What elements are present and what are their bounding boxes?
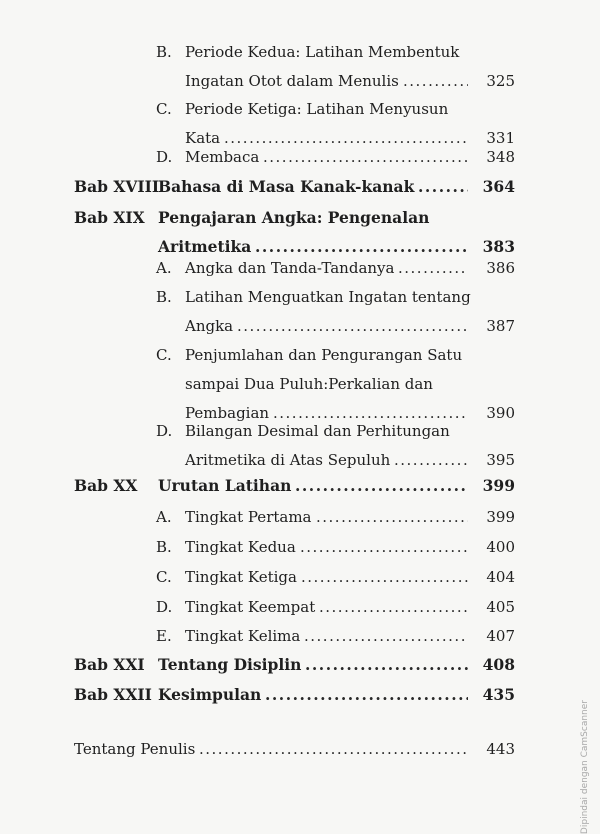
entry-title: Pengajaran Angka: Pengenalan [158,208,430,227]
entry-title: Tingkat Kedua [185,538,296,556]
section-label: D. [156,598,173,616]
page-number: 400 [486,538,515,556]
section-entry [0,533,600,562]
section-label: C. [156,100,172,118]
page-number: 325 [486,72,515,90]
entry-line [0,283,600,312]
entry-line [0,95,600,124]
page-number: 383 [482,237,515,256]
dot-leader [301,563,468,592]
dot-leader [319,593,468,622]
entry-line [0,254,600,283]
entry-line [0,143,600,172]
dot-leader [398,254,468,283]
page-number: 390 [486,404,515,422]
page-number: 399 [486,508,515,526]
section-entry [0,143,600,172]
chapter-label: Bab XXII [74,685,152,704]
section-label: D. [156,422,173,440]
entry-title: Bahasa di Masa Kanak-kanak [158,177,415,196]
dot-leader [305,650,468,679]
section-entry [0,563,600,592]
chapter-entry [0,471,600,500]
chapter-label: Bab XVIII [74,177,160,196]
chapter-label: Bab XX [74,476,138,495]
entry-line [0,471,600,500]
page-number: 364 [482,177,515,196]
section-entry [0,341,600,428]
section-entry [0,254,600,283]
entry-title: Tingkat Ketiga [185,568,297,586]
page-number: 443 [486,740,515,758]
chapter-label: Bab XXI [74,655,145,674]
entry-line [0,593,600,622]
entry-title: Tingkat Kelima [185,627,301,645]
page-number: 408 [482,655,515,674]
page-number: 331 [486,129,515,147]
dot-leader [418,172,468,201]
about-author-entry [0,735,600,764]
page-number: 435 [482,685,515,704]
scanner-watermark: Dipindai dengan CamScanner [580,700,590,834]
chapter-entry [0,172,600,201]
page-number: 387 [486,317,515,335]
chapter-entry [0,650,600,679]
dot-leader [403,67,468,96]
entry-line [0,622,600,651]
entry-title: Tentang Disiplin [158,655,302,674]
entry-title: Aritmetika [158,237,252,256]
dot-leader [237,312,468,341]
entry-title: Membaca [185,148,260,166]
section-entry [0,38,600,96]
dot-leader [263,143,468,172]
entry-title: Tingkat Pertama [185,508,312,526]
entry-line [0,735,600,764]
entry-line [0,533,600,562]
entry-line [0,563,600,592]
page-number: 348 [486,148,515,166]
section-label: D. [156,148,173,166]
entry-title: Angka dan Tanda-Tandanya [185,259,395,277]
page-number: 386 [486,259,515,277]
entry-title: Periode Kedua: Latihan Membentuk [185,43,460,61]
chapter-label: Bab XIX [74,208,145,227]
entry-line [0,38,600,67]
dot-leader [304,622,468,651]
chapter-entry [0,680,600,709]
entry-title: Urutan Latihan [158,476,292,495]
entry-title: Periode Ketiga: Latihan Menyusun [185,100,449,118]
dot-leader [316,503,468,532]
entry-title: sampai Dua Puluh:Perkalian dan [185,375,433,393]
dot-leader [300,533,468,562]
entry-line [0,341,600,370]
entry-line [0,172,600,201]
section-label: A. [156,259,172,277]
section-label: C. [156,568,172,586]
entry-line [0,312,600,341]
entry-title: Latihan Menguatkan Ingatan tentang [185,288,471,306]
entry-title: Penjumlahan dan Pengurangan Satu [185,346,463,364]
section-label: A. [156,508,172,526]
entry-line [0,67,600,96]
entry-line [0,417,600,446]
section-entry [0,283,600,341]
entry-title: Aritmetika di Atas Sepuluh [185,451,391,469]
entry-title: Bilangan Desimal dan Perhitungan [185,422,450,440]
section-label: C. [156,346,172,364]
dot-leader [199,735,468,764]
entry-line [0,680,600,709]
section-entry [0,417,600,475]
section-label: B. [156,43,172,61]
entry-line [0,370,600,399]
page-number: 395 [486,451,515,469]
section-label: B. [156,288,172,306]
entry-line [0,203,600,232]
dot-leader [295,471,468,500]
section-entry [0,593,600,622]
entry-title: Kesimpulan [158,685,262,704]
entry-title: Tentang Penulis [74,740,196,758]
entry-title: Tingkat Keempat [185,598,316,616]
page-number: 407 [486,627,515,645]
entry-line [0,650,600,679]
entry-line [0,503,600,532]
page-number: 404 [486,568,515,586]
section-entry [0,503,600,532]
page-number: 405 [486,598,515,616]
entry-title: Ingatan Otot dalam Menulis [185,72,399,90]
chapter-entry [0,203,600,261]
section-label: B. [156,538,172,556]
section-entry [0,622,600,651]
entry-title: Kata [185,129,221,147]
entry-title: Angka [185,317,234,335]
section-label: E. [156,627,172,645]
entry-title: Pembagian [185,404,270,422]
dot-leader [265,680,468,709]
page-number: 399 [482,476,515,495]
